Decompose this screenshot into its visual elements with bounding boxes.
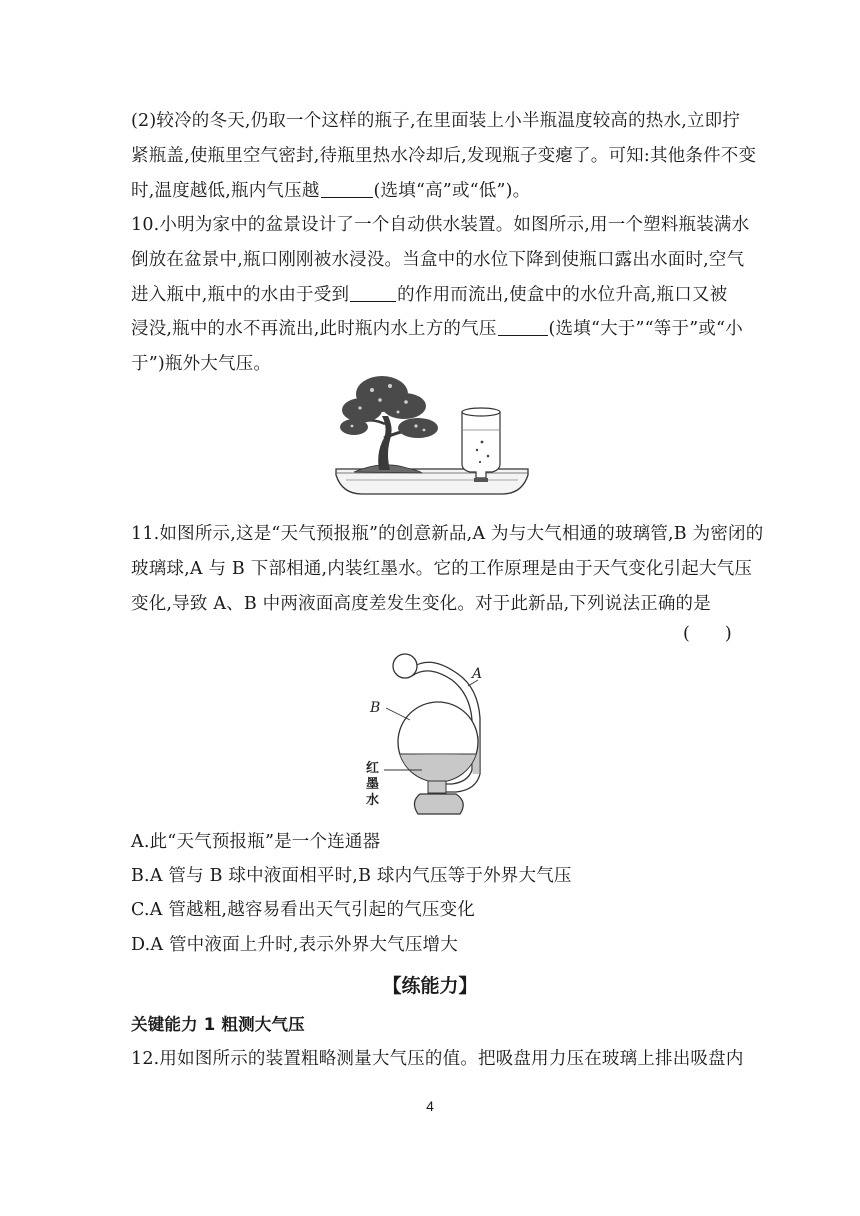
answer-blank[interactable]: [498, 319, 548, 336]
label-red-ink-2: 墨: [366, 777, 380, 792]
q9-line-2: 紧瓶盖,使瓶里空气密封,待瓶里热水冷却后,发现瓶子变瘪了。可知:其他条件不变: [131, 146, 757, 166]
q10-line-5: 于”)瓶外大气压。: [131, 354, 272, 374]
q10-line-3: [131, 283, 731, 307]
q12-line-1: 12.用如图所示的装置粗略测量大气压的值。把吸盘用力压在玻璃上排出吸盘内: [131, 1049, 744, 1069]
q9-line-3-text-b: (选填“高”或“低”)。: [373, 181, 531, 201]
q10-line-4-text-a: 浸没,瓶中的水不再流出,此时瓶内水上方的气压: [131, 319, 497, 339]
q11-line-1: 11.如图所示,这是“天气预报瓶”的创意新品,A 为与大气相通的玻璃管,B 为密闭的: [131, 524, 764, 544]
sub-title: 关键能力 1 粗测大气压: [131, 1015, 305, 1034]
q10-line-2: 倒放在盆景中,瓶口刚刚被水浸没。当盒中的水位下降到使瓶口露出水面时,空气: [131, 250, 745, 270]
option-b[interactable]: B.A 管与 B 球中液面相平时,B 球内气压等于外界大气压: [131, 866, 572, 886]
option-d[interactable]: D.A 管中液面上升时,表示外界大气压增大: [131, 935, 458, 955]
section-title: 【练能力】: [382, 975, 478, 997]
q10-line-1: 10.小明为家中的盆景设计了一个自动供水装置。如图所示,用一个塑料瓶装满水: [131, 215, 750, 235]
answer-parenthesis[interactable]: ( ): [683, 624, 732, 644]
q11-line-2: 玻璃球,A 与 B 下部相通,内装红墨水。它的工作原理是由于天气变化引起大气压: [131, 559, 753, 579]
answer-blank[interactable]: [350, 285, 396, 302]
bonsai-water-supply-figure: [332, 372, 532, 502]
weather-bottle-figure: [360, 644, 510, 820]
page-number: 4: [426, 1098, 434, 1114]
q9-line-1: (2)较冷的冬天,仍取一个这样的瓶子,在里面装上小半瓶温度较高的热水,立即拧: [131, 111, 741, 131]
label-red-ink-3: 水: [366, 793, 380, 808]
option-c[interactable]: C.A 管越粗,越容易看出天气引起的气压变化: [131, 900, 475, 920]
label-red-ink-1: 红: [366, 761, 380, 776]
answer-blank[interactable]: [321, 181, 373, 198]
q10-line-3-text-a: 进入瓶中,瓶中的水由于受到: [131, 285, 350, 305]
label-b: B: [370, 700, 381, 716]
q11-line-3: 变化,导致 A、B 中两液面高度差发生变化。对于此新品,下列说法正确的是: [131, 594, 711, 614]
label-a: A: [472, 666, 483, 682]
q9-line-3: [131, 179, 731, 203]
q9-line-3-text-a: 时,温度越低,瓶内气压越: [131, 181, 320, 201]
q10-line-4-text-b: (选填“大于”“等于”或“小: [548, 319, 743, 339]
q10-line-4: [131, 317, 743, 341]
q10-line-3-text-b: 的作用而流出,使盒中的水位升高,瓶口又被: [397, 285, 728, 305]
option-a[interactable]: A.此“天气预报瓶”是一个连通器: [131, 832, 381, 852]
